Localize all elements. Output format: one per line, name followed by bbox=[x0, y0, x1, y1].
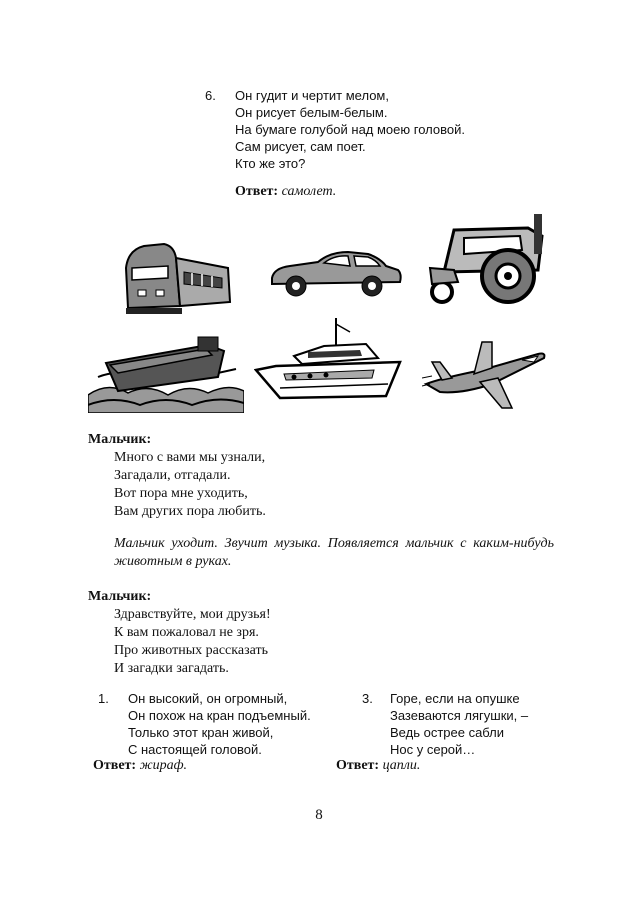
riddle-line: Только этот кран живой, bbox=[128, 725, 274, 740]
riddle-line: Нос у серой… bbox=[390, 742, 476, 757]
verse-line: Загадали, отгадали. bbox=[114, 468, 231, 483]
answer-label: Ответ: bbox=[235, 184, 279, 199]
barge-icon bbox=[88, 333, 244, 413]
riddle-line: Зазеваются лягушки, – bbox=[390, 708, 529, 723]
train-icon bbox=[118, 238, 238, 318]
answer-text: жираф. bbox=[139, 758, 188, 773]
riddle-line: С настоящей головой. bbox=[128, 742, 262, 757]
verse-line: Здравствуйте, мои друзья! bbox=[114, 607, 271, 622]
yacht-icon bbox=[254, 318, 404, 406]
verse-line: К вам пожаловал не зря. bbox=[114, 625, 259, 640]
car-icon bbox=[268, 248, 404, 300]
riddle-line: Он рисует белым-белым. bbox=[235, 105, 388, 120]
answer-text: цапли. bbox=[382, 758, 421, 773]
tractor-icon bbox=[424, 210, 552, 306]
speaker-label: Мальчик: bbox=[88, 432, 152, 447]
verse-line: И загадки загадать. bbox=[114, 661, 229, 676]
riddle-line: Кто же это? bbox=[235, 156, 306, 171]
riddle-line: Он похож на кран подъемный. bbox=[128, 708, 311, 723]
riddle-number: 3. bbox=[362, 691, 373, 706]
verse-line: Вам других пора любить. bbox=[114, 504, 266, 519]
riddle-line: На бумаге голубой над моею головой. bbox=[235, 122, 465, 137]
answer-row bbox=[336, 757, 420, 775]
verse-line: Много с вами мы узнали, bbox=[114, 450, 266, 465]
answer-row bbox=[235, 183, 336, 201]
riddle-line: Он высокий, он огромный, bbox=[128, 691, 288, 706]
riddle-line: Ведь острее сабли bbox=[390, 725, 505, 740]
verse-line: Вот пора мне уходить, bbox=[114, 486, 248, 501]
speaker-label: Мальчик: bbox=[88, 589, 152, 604]
page-number: 8 bbox=[315, 807, 323, 823]
stage-direction: Мальчик уходит. Звучит музыка. Появляется мальчик с каким-нибудь животным в руках. bbox=[114, 536, 554, 569]
answer-text: самолет. bbox=[281, 184, 337, 199]
riddle-number: 1. bbox=[98, 691, 109, 706]
answer-row bbox=[93, 757, 187, 775]
riddle-line: Горе, если на опушке bbox=[390, 691, 520, 706]
riddle-line: Сам рисует, сам поет. bbox=[235, 139, 366, 154]
riddle-line: Он гудит и чертит мелом, bbox=[235, 88, 389, 103]
answer-label: Ответ: bbox=[336, 758, 380, 773]
airplane-icon bbox=[422, 338, 550, 412]
riddle-number: 6. bbox=[205, 88, 216, 103]
answer-label: Ответ: bbox=[93, 758, 137, 773]
verse-line: Про животных рассказать bbox=[114, 643, 268, 658]
